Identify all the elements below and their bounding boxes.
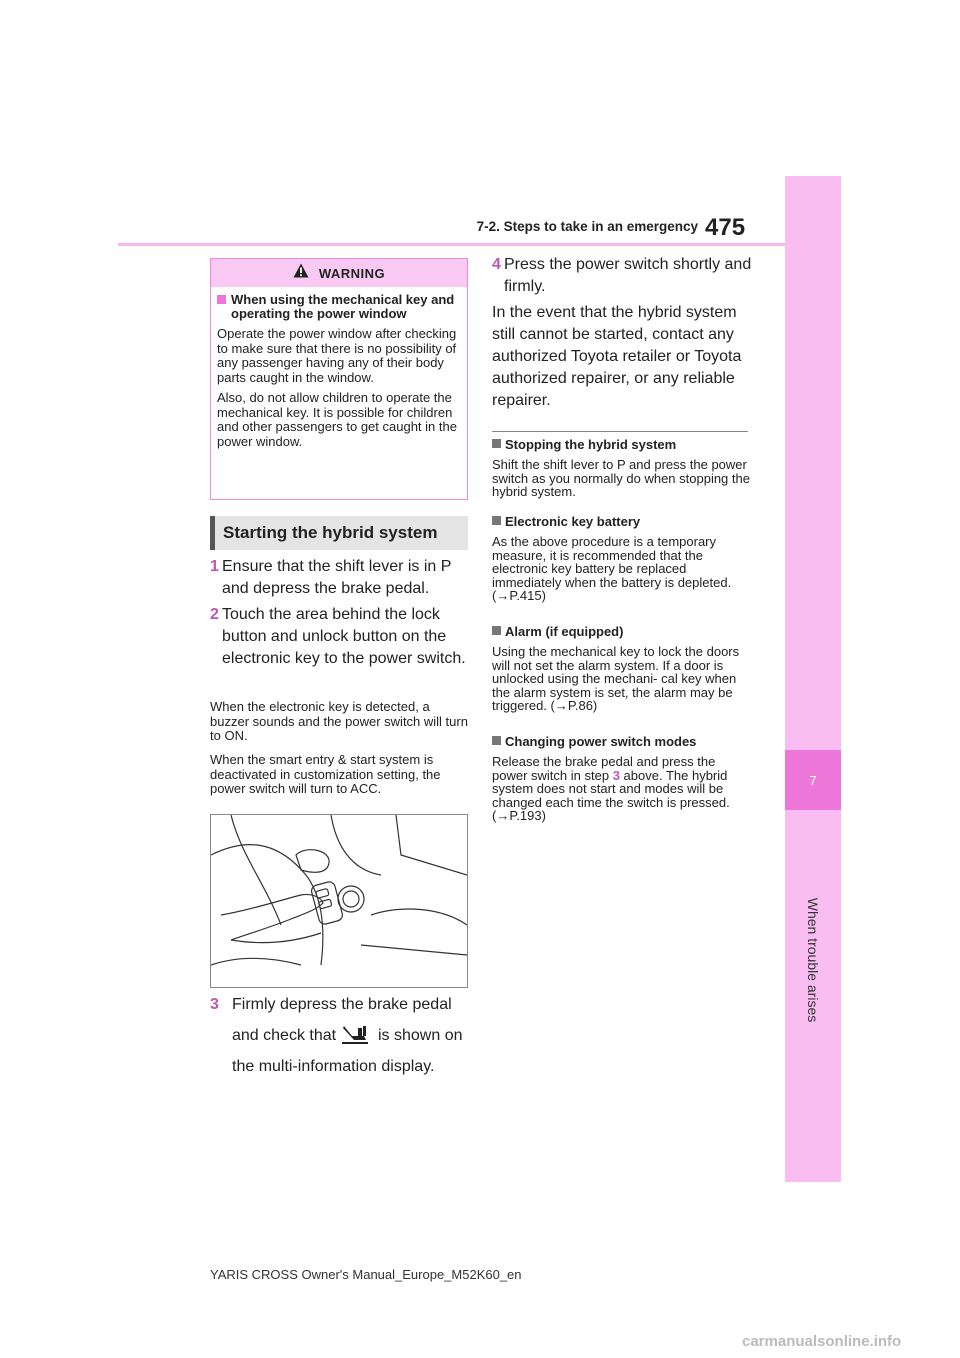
note-text: As the above procedure is a temporary measure, it is recommended that the electronic key battery be replaced immediately when the battery is depleted. (→P.415) xyxy=(492,534,732,604)
step-item xyxy=(492,254,754,298)
bullet-square-icon xyxy=(492,626,501,635)
warning-paragraph: Also, do not allow children to operate the mechanical key. It is possible for children and other passengers to get caught in the power window. xyxy=(217,390,457,449)
step-number: 1 xyxy=(210,558,219,575)
bullet-square-icon xyxy=(492,516,501,525)
watermark: carmanualsonline.info xyxy=(742,1333,902,1350)
step-text: the multi-information display. xyxy=(232,1058,435,1075)
page-number: 475 xyxy=(705,214,746,241)
step-text: and check that xyxy=(232,1027,337,1044)
note-title: Electronic key battery xyxy=(492,514,640,529)
bullet-square-icon xyxy=(217,295,226,304)
note-text: Release the brake pedal and press the power switch in step 3 above. The hybrid system does not start and modes will be changed each time the switch is pressed. (→P.193) xyxy=(492,754,730,824)
step-note: When the electronic key is detected, a buzzer sounds and the power switch will turn to ON. xyxy=(210,699,468,743)
step-item xyxy=(210,996,472,1086)
step-number: 2 xyxy=(210,606,219,623)
note-title: Alarm (if equipped) xyxy=(492,624,623,639)
step-text: Firmly depress the brake pedal xyxy=(232,996,452,1013)
brake-pedal-indicator-icon xyxy=(340,1022,370,1051)
chapter-label: When trouble arises xyxy=(805,897,821,1023)
warning-label: WARNING xyxy=(318,265,386,281)
step-reference: 3 xyxy=(612,767,620,783)
section-title: 7-2. Steps to take in an emergency xyxy=(476,219,698,234)
note-title: Stopping the hybrid system xyxy=(492,437,676,452)
chapter-side-tab xyxy=(785,176,841,1182)
instruction-paragraph: In the event that the hybrid system still cannot be started, contact any authorized Toyota retailer or Toyota authorized repairer, or any reliable repairer. xyxy=(492,304,742,409)
step-text: Press the power switch shortly and firmly. xyxy=(504,256,752,295)
step-text: is shown on xyxy=(378,1027,463,1044)
note-text: Using the mechanical key to lock the doors will not set the alarm system. If a door is unlocked using the mechani- cal key when the alarm system is set, the alarm may be triggered. (→P.86) xyxy=(492,644,740,714)
warning-header xyxy=(211,259,467,287)
notes-divider xyxy=(492,431,748,432)
chapter-number: 7 xyxy=(785,750,841,810)
note-text: Shift the shift lever to P and press the power switch as you normally do when stopping the hybrid system. xyxy=(492,457,750,500)
warning-paragraph: Operate the power window after checking to make sure that there is no possibility of any passenger having any of their body parts caught in the window. xyxy=(217,326,457,385)
bullet-square-icon xyxy=(492,439,501,448)
step-item xyxy=(210,556,472,600)
header-divider xyxy=(118,243,785,246)
step-item xyxy=(210,604,472,670)
note-title: Changing power switch modes xyxy=(492,734,696,749)
hand-key-illustration-icon xyxy=(211,815,467,987)
step-text: Ensure that the shift lever is in P and depress the brake pedal. xyxy=(222,558,452,597)
warning-box xyxy=(210,258,468,500)
step-number: 3 xyxy=(210,996,219,1013)
section-heading: Starting the hybrid system xyxy=(210,516,468,550)
manual-footer: YARIS CROSS Owner's Manual_Europe_M52K60_en xyxy=(210,1267,522,1282)
step-note: When the smart entry & start system is deactivated in customization setting, the power switch will turn to ACC. xyxy=(210,752,441,796)
warning-title: When using the mechanical key and operating the power window xyxy=(217,293,461,321)
key-to-power-switch-illustration xyxy=(210,814,468,988)
warning-triangle-icon xyxy=(293,263,309,283)
step-text: Touch the area behind the lock button and unlock button on the electronic key to the power switch. xyxy=(222,606,466,667)
step-number: 4 xyxy=(492,256,501,273)
bullet-square-icon xyxy=(492,736,501,745)
